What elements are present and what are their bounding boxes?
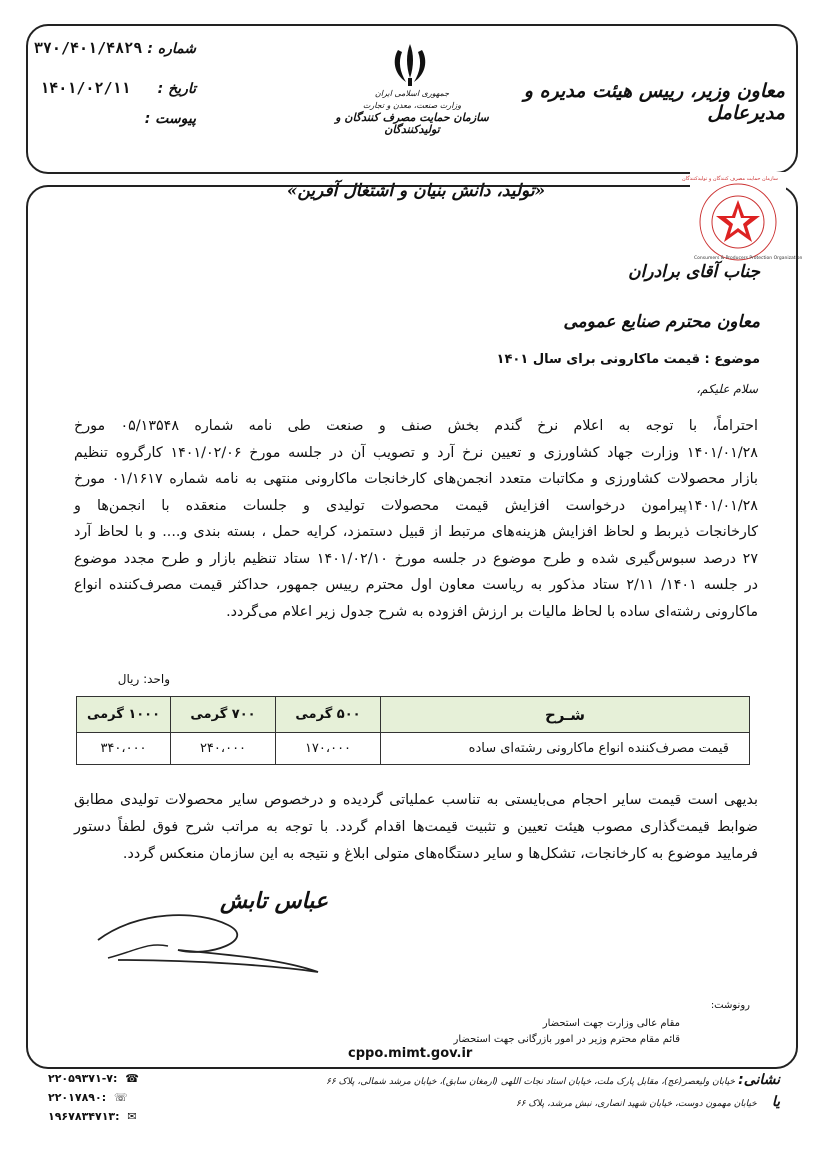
emblem-line-2: وزارت صنعت، معدن و تجارت xyxy=(362,101,462,110)
mail-icon: ✉ xyxy=(127,1110,137,1123)
attachment-label: پیوست : xyxy=(144,111,196,127)
unit-label: واحد: ریال xyxy=(117,672,170,686)
cc-label: رونوشت: xyxy=(710,1000,750,1011)
table-cell: ۳۴۰،۰۰۰ xyxy=(77,733,171,765)
number-label: شماره : xyxy=(147,41,196,57)
table-header-cell: ۵۰۰ گرمی xyxy=(276,697,381,733)
cc-item: مقام عالی وزارت جهت استحضار xyxy=(542,1018,680,1029)
closing-line: فرمایید موضوع به کارخانجات، تشکل‌ها و سایر دستگاه‌های متولی ابلاغ و نتیجه به این سازمان منعکس گردد. xyxy=(122,846,758,862)
emblem-line-3: سازمان حمایت مصرف کنندگان و تولیدکنندگان xyxy=(335,111,489,136)
salutation: سلام علیکم، xyxy=(696,382,758,396)
minister-title-text: معاون وزیر، رییس هیئت مدیره و مدیرعامل xyxy=(523,80,785,124)
address-line-1: خیابان ولیعصر(عج)، مقابل پارک ملت، خیابان استاد نجات اللهی (ارمغان سابق)، خیابان مرشد شمالی، پلاک ۶۶ xyxy=(326,1077,735,1087)
closing-line: بدیهی است قیمت سایر احجام می‌بایستی به تناسب عملیاتی گردیده و درخصوص سایر محصولات تولیدی مطابق xyxy=(74,792,758,808)
body-line: کارخانجات ذیربط و لحاظ افزایش هزینه‌های مرتبط از قبیل دستمزد، کرایه حمل ، بسته بندی و.... و با لحاظ آرد xyxy=(74,524,758,540)
footer-contacts xyxy=(48,1072,188,1129)
website-link[interactable]: cppo.mimt.gov.ir xyxy=(348,1046,473,1061)
letter-meta xyxy=(33,38,196,138)
body-line: ماکارونی رشته‌ای ساده با لحاظ مالیات بر ارزش افزوده به شرح جدول زیر اعلام می‌گردد. xyxy=(226,603,758,620)
cppo-logo xyxy=(682,172,803,268)
fax-value: ۲۲۰۱۷۸۹۰: xyxy=(48,1091,107,1104)
table-cell: ۲۴۰،۰۰۰ xyxy=(171,733,276,765)
slogan: «تولید، دانش بنیان و اشتغال آفرین» xyxy=(250,181,582,201)
number-value: ۳۷۰/۴۰۱/۴۸۲۹ xyxy=(33,39,143,57)
body-line: بازار محصولات کشاورزی و مکاتبات متعدد انجمن‌های کارخانجات ماکارونی منتهی به نامه شماره ۰۱/۱۶۱۷ مورخ xyxy=(74,471,758,487)
table-row xyxy=(77,733,750,765)
table-header-cell: شـرح xyxy=(381,697,750,733)
table-header-cell: ۱۰۰۰ گرمی xyxy=(77,697,171,733)
logo-top-text: سازمان حمایت مصرف کنندگان و تولیدکنندگان xyxy=(682,176,778,182)
cc-block xyxy=(400,1000,750,1050)
body-line: ۱۴۰۱/۰۱/۲۸ وزارت جهاد کشاورزی و تعیین نرخ آرد و تصویب آن در جلسه مورخ ۱۴۰۱/۰۲/۰۶ کارگروه تنظیم xyxy=(74,444,758,461)
body-line: ۱۴۰۱/۰۱/۲۸پیرامون درخواست افزایش قیمت محصولات تولیدی و جلسات منعقده با انجمن‌ها و xyxy=(74,497,758,514)
phone-icon: ☎ xyxy=(125,1072,139,1085)
table-cell: ۱۷۰،۰۰۰ xyxy=(276,733,381,765)
or-label: یا xyxy=(771,1094,780,1110)
cc-item: قائم مقام محترم وزیر در امور بازرگانی جهت استحضار xyxy=(453,1034,680,1045)
recipient-position: معاون محترم صنایع عمومی xyxy=(563,312,760,332)
footer xyxy=(40,1070,780,1140)
table-header-cell: ۷۰۰ گرمی xyxy=(171,697,276,733)
body-line: در جلسه ۱۴۰۱/ ۲/۱۱ ستاد مذکور به ریاست معاون اول محترم رییس جمهور، حداکثر قیمت مصرف‌کننده انواع xyxy=(74,577,758,593)
footer-address xyxy=(326,1072,780,1116)
body-line: ۲۷ درصد سبوس‌گیری شده و طرح موضوع در جلسه مورخ ۱۴۰۱/۰۲/۱۰ ستاد تنظیم بازار و طرح مجدد موضوع xyxy=(74,550,758,567)
phone-value: ۲۲۰۵۹۳۷۱-۷: xyxy=(48,1072,118,1085)
closing-line: ضوابط قیمت‌گذاری مصوب هیئت تعیین و تثبیت قیمت‌ها اقدام گردد. با توجه به مراتب شرح فوق لطفاً دستور xyxy=(74,819,758,835)
date-value: ۱۴۰۱/۰۲/۱۱ xyxy=(40,79,131,97)
emblem xyxy=(322,40,502,150)
recipient-name: جناب آقای برادران xyxy=(628,262,760,282)
signature-scribble xyxy=(78,880,348,1000)
table-header-row xyxy=(77,697,750,733)
cppo-logo-icon xyxy=(682,172,803,268)
address-line-2: خیابان مهمون دوست، خیابان شهید انصاری، نبش مرشد، پلاک ۶۶ xyxy=(515,1099,757,1109)
table-cell: قیمت مصرف‌کننده انواع ماکارونی رشته‌ای ساده xyxy=(381,733,750,765)
minister-title xyxy=(505,80,785,124)
date-label: تاریخ : xyxy=(157,81,196,97)
fax-icon: ☏ xyxy=(113,1091,128,1104)
closing-paragraph xyxy=(74,792,758,873)
signature-name: عباس تابش xyxy=(220,888,328,914)
body-paragraph xyxy=(74,418,758,630)
subject: موضوع : قیمت ماکارونی برای سال ۱۴۰۱ xyxy=(496,352,760,367)
signature xyxy=(78,880,348,1000)
body-line: احتراماً، با توجه به اعلام نرخ گندم بخش صنف و صنعت طی نامه شماره ۰۵/۱۳۵۴۸ مورخ xyxy=(74,418,758,434)
price-table xyxy=(76,696,750,765)
iran-emblem-icon xyxy=(380,40,440,88)
logo-ring-text: Consumers & Producers Protection Organization xyxy=(694,256,803,261)
address-label: نشانی: xyxy=(738,1072,780,1088)
postal-value: ۱۹۶۷۸۳۴۷۱۳: xyxy=(48,1110,120,1123)
emblem-line-1: جمهوری اسلامی ایران xyxy=(374,89,450,98)
